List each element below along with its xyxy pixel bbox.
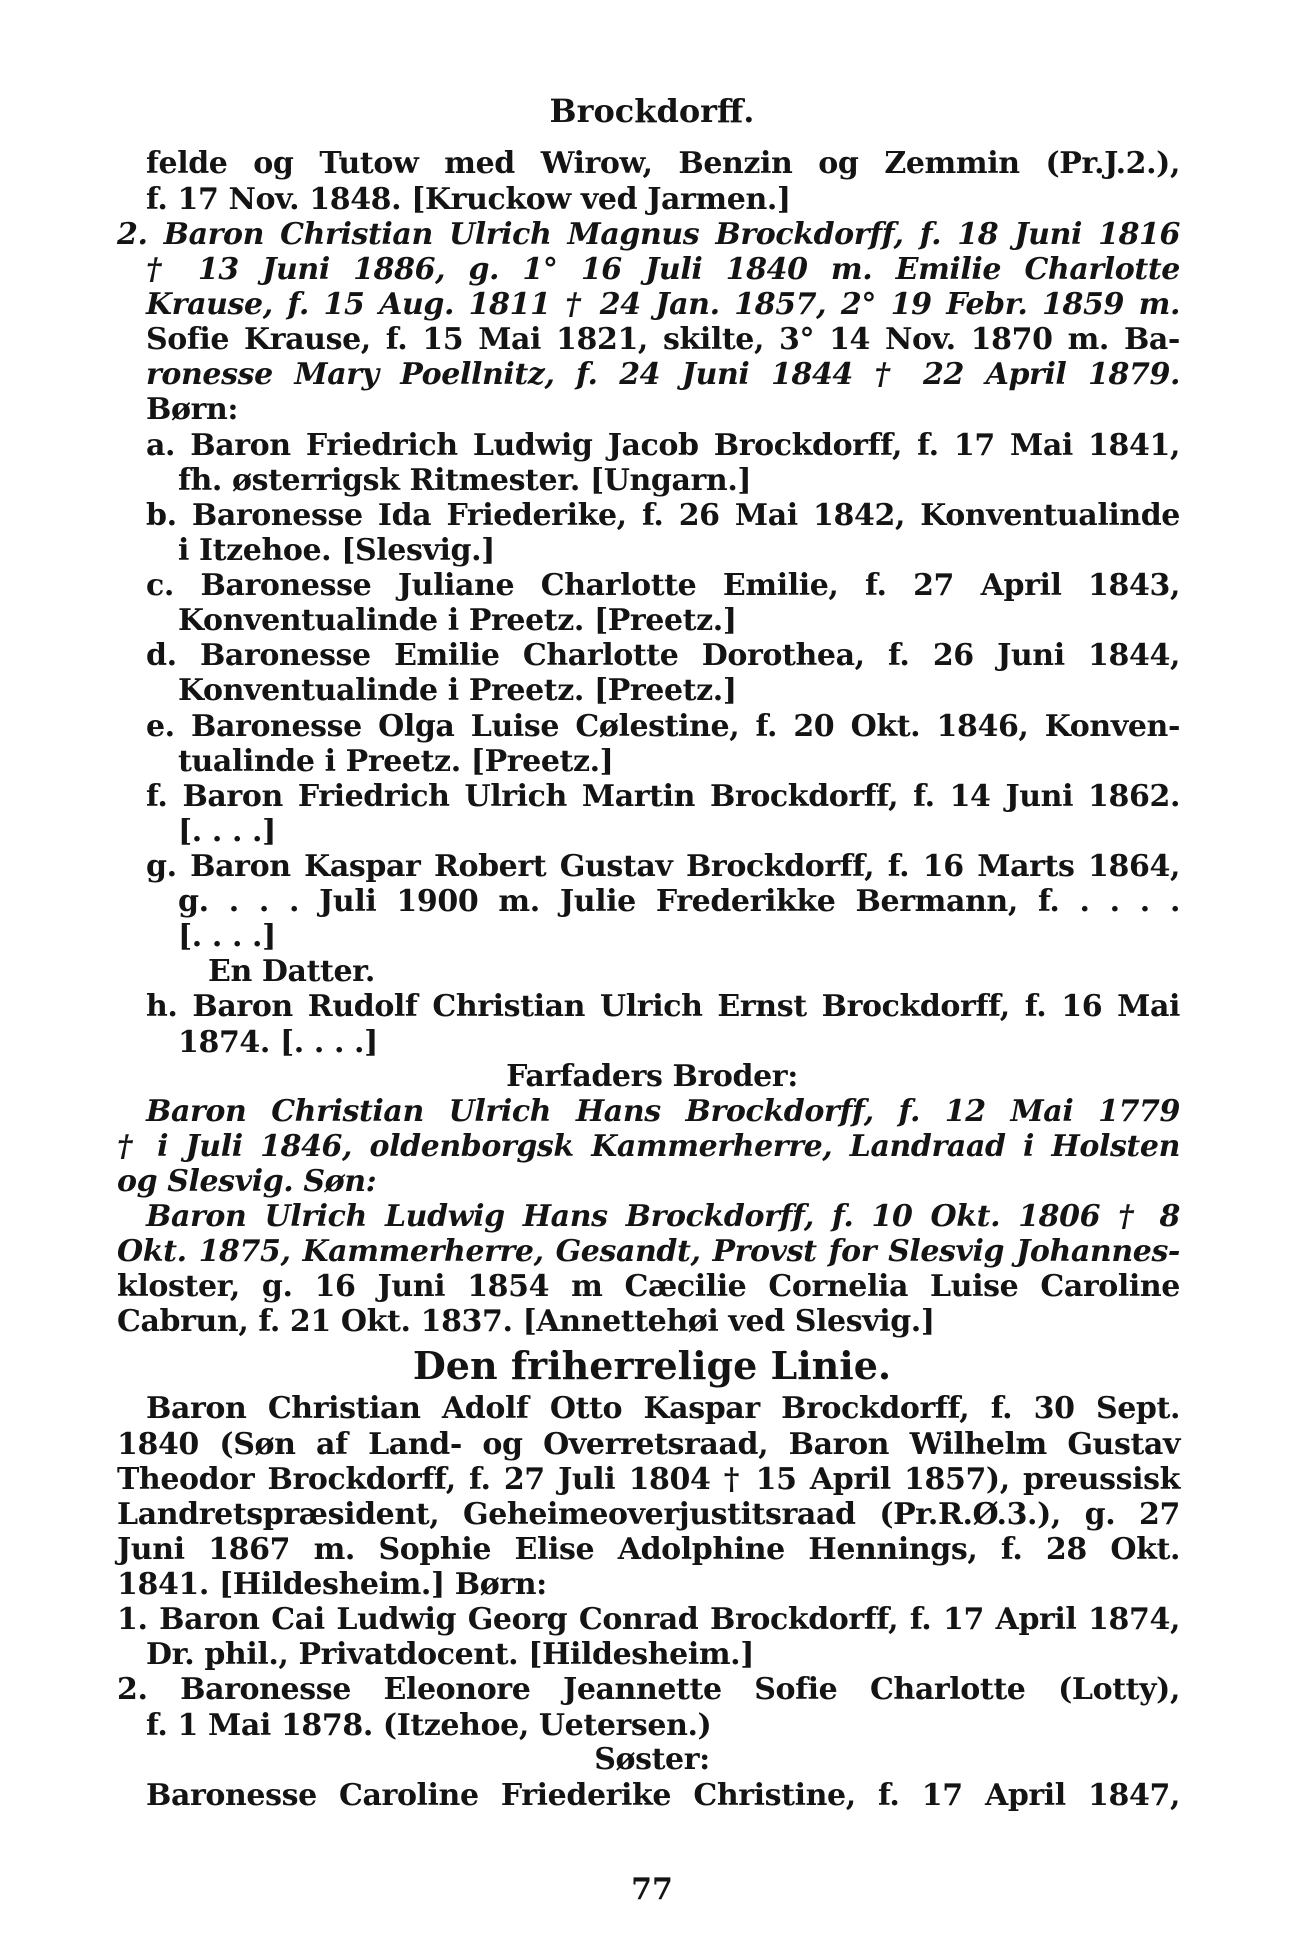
text-line: En Datter. — [208, 954, 375, 989]
subheading: Søster: — [594, 1742, 710, 1777]
page-number: 77 — [631, 1872, 673, 1907]
text-line: Baronesse Caroline Friederike Christine, f. 17 April 1847, — [146, 1778, 1180, 1813]
text-line: Børn: — [146, 392, 239, 427]
running-header: Brockdorff. — [549, 92, 755, 130]
text-line: 1. Baron Cai Ludwig Georg Conrad Brockdorff, f. 17 April 1874, — [117, 1602, 1180, 1637]
text-line: a. Baron Friedrich Ludwig Jacob Brockdorff, f. 17 Mai 1841, — [146, 428, 1180, 463]
section-title: Den friherrelige Linie. — [412, 1343, 892, 1388]
text-line: [. . . .] — [178, 919, 276, 954]
text-line: fh. østerrigsk Ritmester. [Ungarn.] — [178, 463, 752, 498]
text-line: Dr. phil., Privatdocent. [Hildesheim.] — [146, 1637, 755, 1672]
text-line: 1841. [Hildesheim.] Børn: — [117, 1567, 547, 1602]
text-line: tualinde i Preetz. [Preetz.] — [178, 744, 614, 779]
text-line: felde og Tutow med Wirow, Benzin og Zemmin (Pr.J.2.), — [146, 146, 1180, 181]
text-line: b. Baronesse Ida Friederike, f. 26 Mai 1842, Konventualinde — [146, 498, 1180, 533]
text-line: Konventualinde i Preetz. [Preetz.] — [178, 603, 737, 638]
text-line: Sofie Krause, f. 15 Mai 1821, skilte, 3° 14 Nov. 1870 m. Ba- — [146, 322, 1180, 357]
text-line: Okt. 1875, Kammerherre, Gesandt, Provst for Slesvig Johannes- — [117, 1234, 1180, 1269]
text-line: f. 17 Nov. 1848. [Kruckow ved Jarmen.] — [146, 182, 791, 217]
text-line: † i Juli 1846, oldenborgsk Kammerherre, Landraad i Holsten — [117, 1129, 1180, 1164]
text-line: Juni 1867 m. Sophie Elise Adolphine Hennings, f. 28 Okt. — [117, 1532, 1180, 1567]
text-line: e. Baronesse Olga Luise Cølestine, f. 20 Okt. 1846, Konven- — [146, 709, 1180, 744]
text-line: Cabrun, f. 21 Okt. 1837. [Annettehøi ved Slesvig.] — [117, 1304, 935, 1339]
text-line: 2. Baron Christian Ulrich Magnus Brockdorff, f. 18 Juni 1816 — [117, 217, 1180, 252]
text-line: † 13 Juni 1886, g. 1° 16 Juli 1840 m. Emilie Charlotte — [146, 252, 1180, 287]
text-line: i Itzehoe. [Slesvig.] — [178, 533, 495, 568]
text-line: g. Baron Kaspar Robert Gustav Brockdorff, f. 16 Marts 1864, — [146, 849, 1180, 884]
text-line: Theodor Brockdorff, f. 27 Juli 1804 † 15 April 1857), preussisk — [117, 1462, 1180, 1497]
text-line: [. . . .] — [178, 814, 276, 849]
text-line: d. Baronesse Emilie Charlotte Dorothea, f. 26 Juni 1844, — [146, 638, 1180, 673]
text-line: Konventualinde i Preetz. [Preetz.] — [178, 673, 737, 708]
text-line: Baron Christian Adolf Otto Kaspar Brockdorff, f. 30 Sept. — [146, 1391, 1180, 1426]
text-line: c. Baronesse Juliane Charlotte Emilie, f. 27 April 1843, — [146, 568, 1180, 603]
text-line: f. 1 Mai 1878. (Itzehoe, Uetersen.) — [146, 1708, 712, 1743]
text-line: 2. Baronesse Eleonore Jeannette Sofie Charlotte (Lotty), — [117, 1672, 1180, 1707]
text-line: kloster, g. 16 Juni 1854 m Cæcilie Cornelia Luise Caroline — [117, 1269, 1180, 1304]
subheading: Farfaders Broder: — [506, 1059, 798, 1094]
text-line: 1874. [. . . .] — [178, 1025, 378, 1060]
text-line: f. Baron Friedrich Ulrich Martin Brockdorff, f. 14 Juni 1862. — [146, 779, 1180, 814]
text-line: g. . . . Juli 1900 m. Julie Frederikke Bermann, f. . . . . — [178, 884, 1180, 919]
text-line: 1840 (Søn af Land- og Overretsraad, Baron Wilhelm Gustav — [117, 1427, 1180, 1462]
text-line: h. Baron Rudolf Christian Ulrich Ernst Brockdorff, f. 16 Mai — [146, 989, 1180, 1024]
text-line: Landretspræsident, Geheimeoverjustitsraad (Pr.R.Ø.3.), g. 27 — [117, 1497, 1180, 1532]
text-line: ronesse Mary Poellnitz, f. 24 Juni 1844 † 22 April 1879. — [146, 357, 1180, 392]
text-line: Krause, f. 15 Aug. 1811 † 24 Jan. 1857, 2° 19 Febr. 1859 m. — [146, 287, 1180, 322]
text-line: Baron Ulrich Ludwig Hans Brockdorff, f. 10 Okt. 1806 † 8 — [146, 1199, 1180, 1234]
text-line: Baron Christian Ulrich Hans Brockdorff, f. 12 Mai 1779 — [146, 1094, 1180, 1129]
text-line: og Slesvig. Søn: — [117, 1164, 377, 1199]
